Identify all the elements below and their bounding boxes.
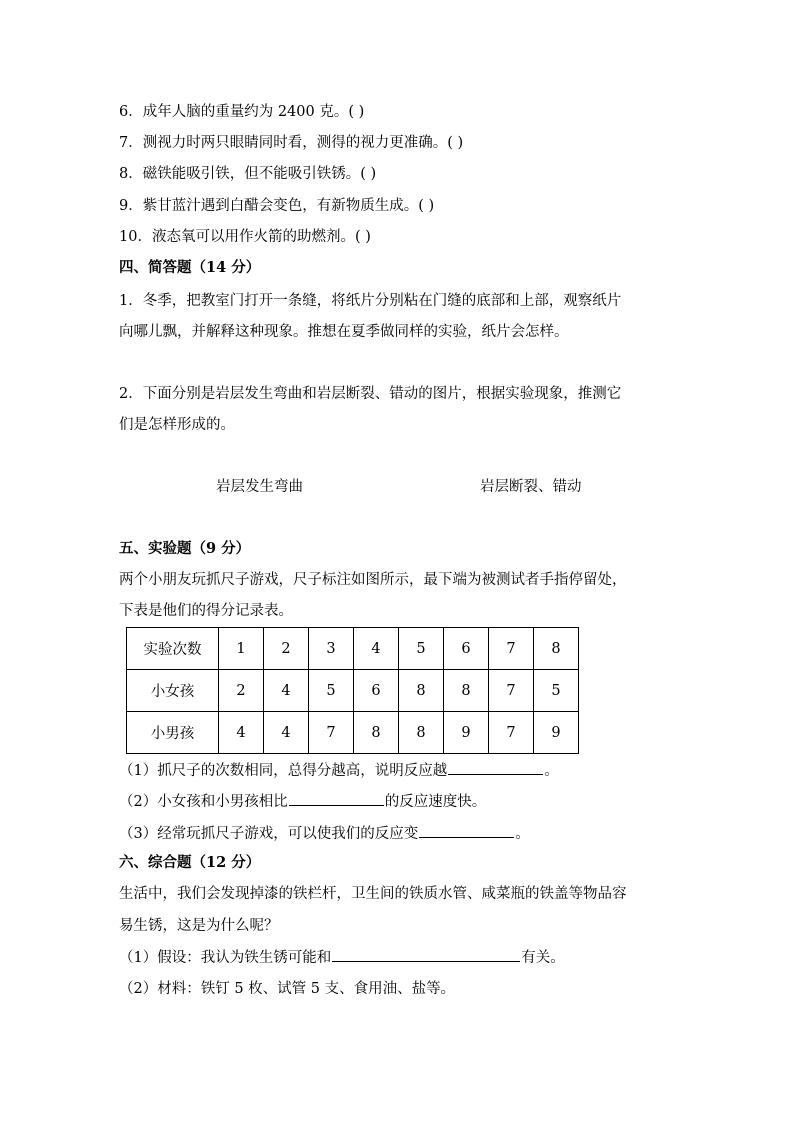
- table-cell: 7: [489, 712, 534, 754]
- table-cell: 9: [444, 712, 489, 754]
- answer-blank[interactable]: [332, 947, 520, 962]
- table-cell: 实验次数: [127, 628, 219, 670]
- table-cell: 4: [219, 712, 264, 754]
- section-5-title: 五、实验题（9 分）: [119, 540, 251, 557]
- judge-item-7: 7．测视力时两只眼睛同时看，测得的视力更准确。( ): [119, 135, 464, 151]
- section-6-intro-line1: 生活中，我们会发现掉漆的铁栏杆，卫生间的铁质水管、咸菜瓶的铁盖等物品容: [119, 886, 627, 902]
- table-cell: 8: [444, 670, 489, 712]
- section-5-q3: [119, 823, 530, 844]
- section-6-q1: [119, 947, 565, 968]
- table-cell: 7: [489, 670, 534, 712]
- section-6-intro-line2: 易生锈，这是为什么呢？: [119, 918, 279, 934]
- section-5-q2-text: （2）小女孩和小男孩相比: [119, 794, 288, 810]
- table-cell: 4: [264, 712, 309, 754]
- section-5-q1-text: （1）抓尺子的次数相同，总得分越高，说明反应越: [119, 763, 448, 779]
- section-4-title: 四、简答题（14 分）: [119, 259, 261, 276]
- judge-item-9: 9．紫甘蓝汁遇到白醋会变色，有新物质生成。( ): [119, 198, 435, 214]
- table-row: [127, 712, 579, 754]
- table-cell: 5: [309, 670, 354, 712]
- section-6-q1-end: 有关。: [521, 950, 565, 966]
- judge-item-8: 8．磁铁能吸引铁，但不能吸引铁锈。( ): [119, 166, 377, 182]
- section-4-q2-line1: 2．下面分别是岩层发生弯曲和岩层断裂、错动的图片，根据实验现象，推测它: [119, 386, 622, 402]
- table-cell: 8: [354, 712, 399, 754]
- section-5-intro-line1: 两个小朋友玩抓尺子游戏，尺子标注如图所示，最下端为被测试者手指停留处，: [119, 572, 627, 588]
- table-cell: 4: [264, 670, 309, 712]
- section-5-intro-line2: 下表是他们的得分记录表。: [119, 603, 293, 619]
- table-cell: 小女孩: [127, 670, 219, 712]
- caption-rock-fault: 岩层断裂、错动: [480, 479, 582, 495]
- section-4-q1-line2: 向哪儿飘，并解释这种现象。推想在夏季做同样的实验，纸片会怎样。: [119, 324, 569, 340]
- section-5-q1-end: 。: [544, 763, 559, 779]
- table-row: [127, 628, 579, 670]
- table-cell: 8: [399, 670, 444, 712]
- table-cell: 7: [489, 628, 534, 670]
- section-6-q2: （2）材料：铁钉 5 枚、试管 5 支、食用油、盐等。: [119, 981, 456, 997]
- table-cell: 9: [534, 712, 579, 754]
- section-4-q2-line2: 们是怎样形成的。: [119, 417, 235, 433]
- section-5-q1: [119, 760, 559, 781]
- section-5-q2: [119, 791, 486, 812]
- table-cell: 4: [354, 628, 399, 670]
- section-5-q3-text: （3）经常玩抓尺子游戏，可以使我们的反应变: [119, 826, 419, 842]
- table-cell: 7: [309, 712, 354, 754]
- table-cell: 8: [534, 628, 579, 670]
- table-cell: 8: [399, 712, 444, 754]
- table-cell: 1: [219, 628, 264, 670]
- table-cell: 2: [219, 670, 264, 712]
- answer-blank[interactable]: [448, 760, 543, 775]
- table-cell: 3: [309, 628, 354, 670]
- section-4-q1-line1: 1．冬季，把教室门打开一条缝，将纸片分别粘在门缝的底部和上部，观察纸片: [119, 293, 622, 309]
- table-cell: 5: [534, 670, 579, 712]
- section-5-q2-end: 的反应速度快。: [384, 794, 487, 810]
- judge-item-10: 10．液态氧可以用作火箭的助燃剂。( ): [119, 229, 371, 245]
- table-cell: 2: [264, 628, 309, 670]
- section-5-q3-end: 。: [515, 826, 530, 842]
- table-cell: 小男孩: [127, 712, 219, 754]
- section-6-title: 六、综合题（12 分）: [119, 854, 261, 871]
- score-table: [126, 627, 579, 754]
- judge-item-6: 6．成年人脑的重量约为 2400 克。( ): [119, 104, 365, 120]
- answer-blank[interactable]: [289, 791, 384, 806]
- caption-rock-bending: 岩层发生弯曲: [216, 479, 303, 495]
- table-cell: 5: [399, 628, 444, 670]
- section-6-q1-text: （1）假设：我认为铁生锈可能和: [119, 950, 332, 966]
- table-row: [127, 670, 579, 712]
- table-cell: 6: [444, 628, 489, 670]
- table-cell: 6: [354, 670, 399, 712]
- answer-blank[interactable]: [419, 823, 514, 838]
